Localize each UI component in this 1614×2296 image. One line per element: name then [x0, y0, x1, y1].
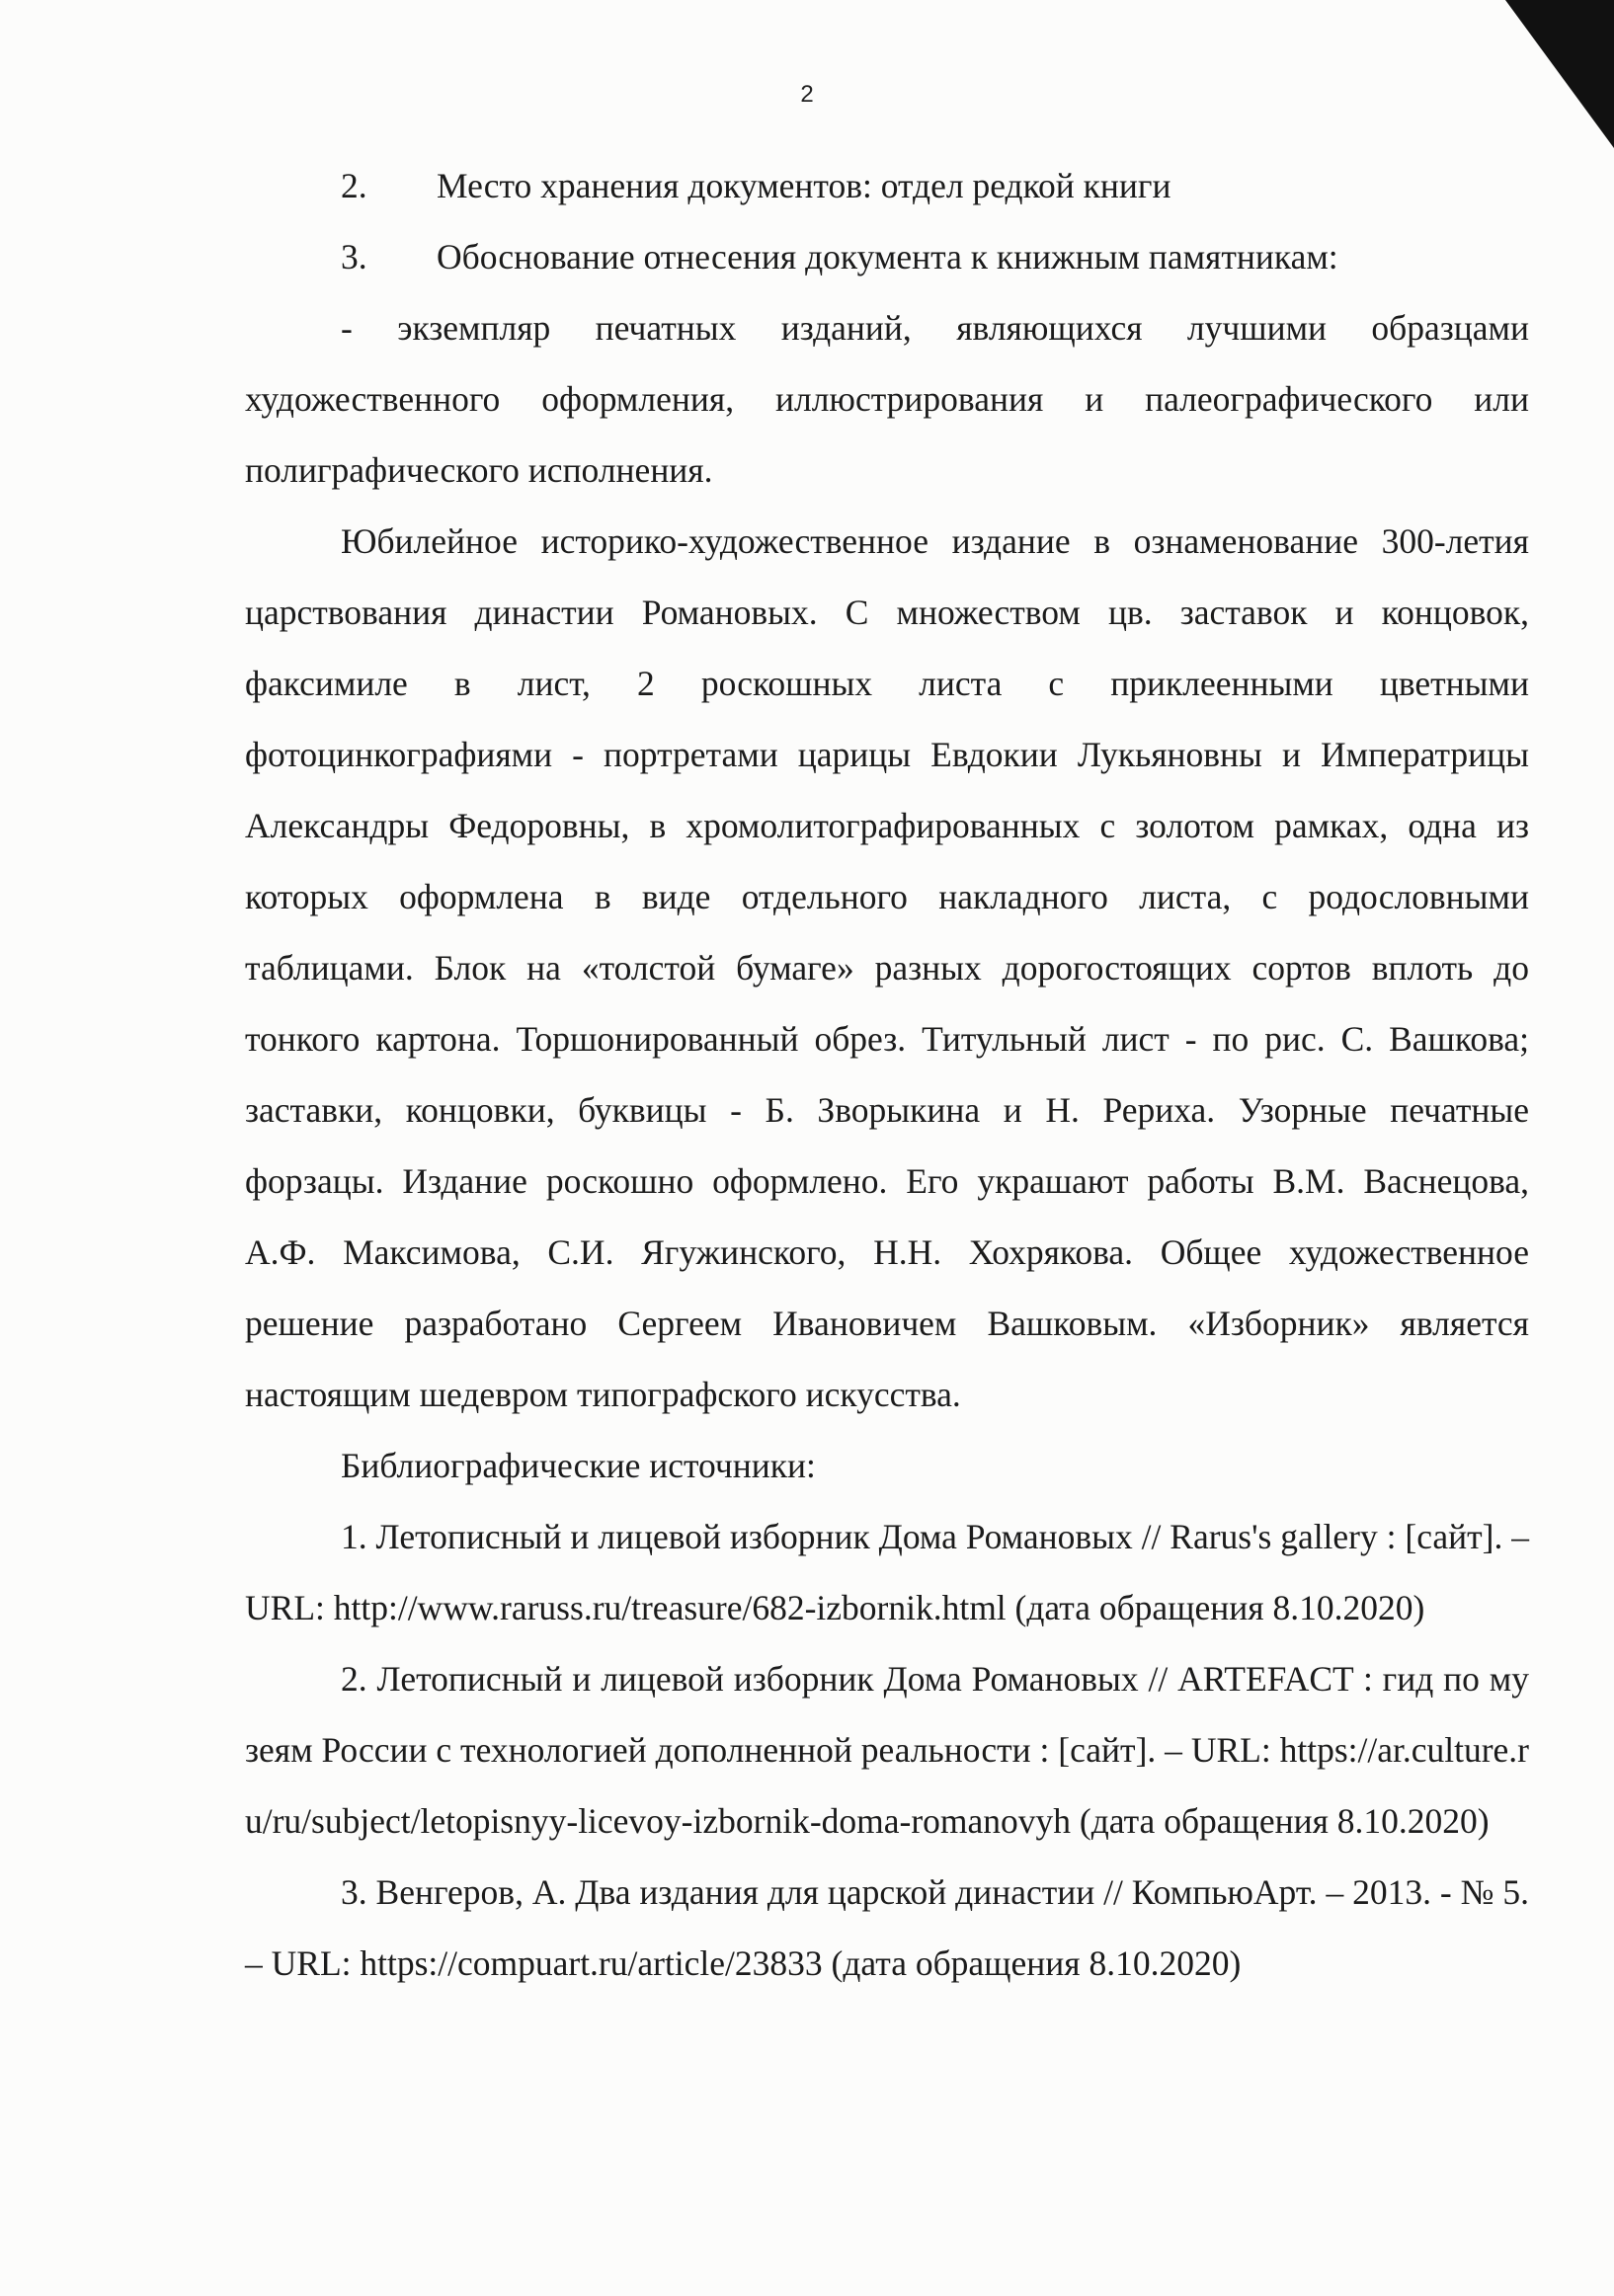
item-justification: [245, 221, 1529, 292]
item-number: 2.: [341, 166, 367, 205]
item-number: 3.: [341, 237, 367, 277]
item-storage-location: [245, 150, 1529, 221]
page-number: 2: [800, 81, 814, 108]
source-item-1: 1. Летописный и лицевой изборник Дома Романовых // Rarus's gallery : [сайт]. – URL: http://www.raruss.ru/treasure/682-izbornik.html (дата обращения 8.10.2020): [245, 1517, 1529, 1627]
item-text: Место хранения документов: отдел редкой книги: [437, 166, 1171, 205]
criterion-paragraph: - экземпляр печатных изданий, являющихся лучшими образцами художественного оформления, иллюстрирования и палеографического или полиграфического исполнения.: [245, 308, 1529, 490]
scan-corner-artifact: [1505, 0, 1614, 148]
description-paragraph: Юбилейное историко-художественное издание в ознаменование 300-летия царствования династии Романовых. С множеством цв. заставок и концовок, факсимиле в лист, 2 роскошных листа с приклеенными цветными фотоцинкографиями - портретами царицы Евдокии Лукьяновны и Императрицы Александры Федоровны, в хромолитографированных с золотом рамках, одна из которых оформлена в виде отдельного накладного листа, с родословными таблицами. Блок на «толстой бумаге» разных дорогостоящих сортов вплоть до тонкого картона. Торшонированный обрез. Титульный лист - по рис. С. Вашкова; заставки, концовки, буквицы - Б. Зворыкина и Н. Рериха. Узорные печатные форзацы. Издание роскошно оформлено. Его украшают работы В.М. Васнецова, А.Ф. Максимова, С.И. Ягужинского, Н.Н. Хохрякова. Общее художественное решение разработано Сергеем Ивановичем Вашковым. «Изборник» является настоящим шедевром типографского искусства.: [245, 521, 1529, 1414]
sources-heading: Библиографические источники:: [341, 1446, 816, 1485]
source-item-2: 2. Летописный и лицевой изборник Дома Романовых // ARTEFACT : гид по музеям России с технологией дополненной реальности : [сайт]. – URL: https://ar.culture.ru/ru/subject/letopisnyy-licevoy-izbornik-doma-romanovyh (дата обращения 8.10.2020): [245, 1659, 1529, 1841]
item-text: Обоснование отнесения документа к книжным памятникам:: [437, 237, 1338, 277]
source-item-3: 3. Венгеров, А. Два издания для царской династии // КомпьюАрт. – 2013. - № 5. – URL: https://compuart.ru/article/23833 (дата обращения 8.10.2020): [245, 1872, 1529, 1983]
document-body: [245, 150, 1529, 1999]
